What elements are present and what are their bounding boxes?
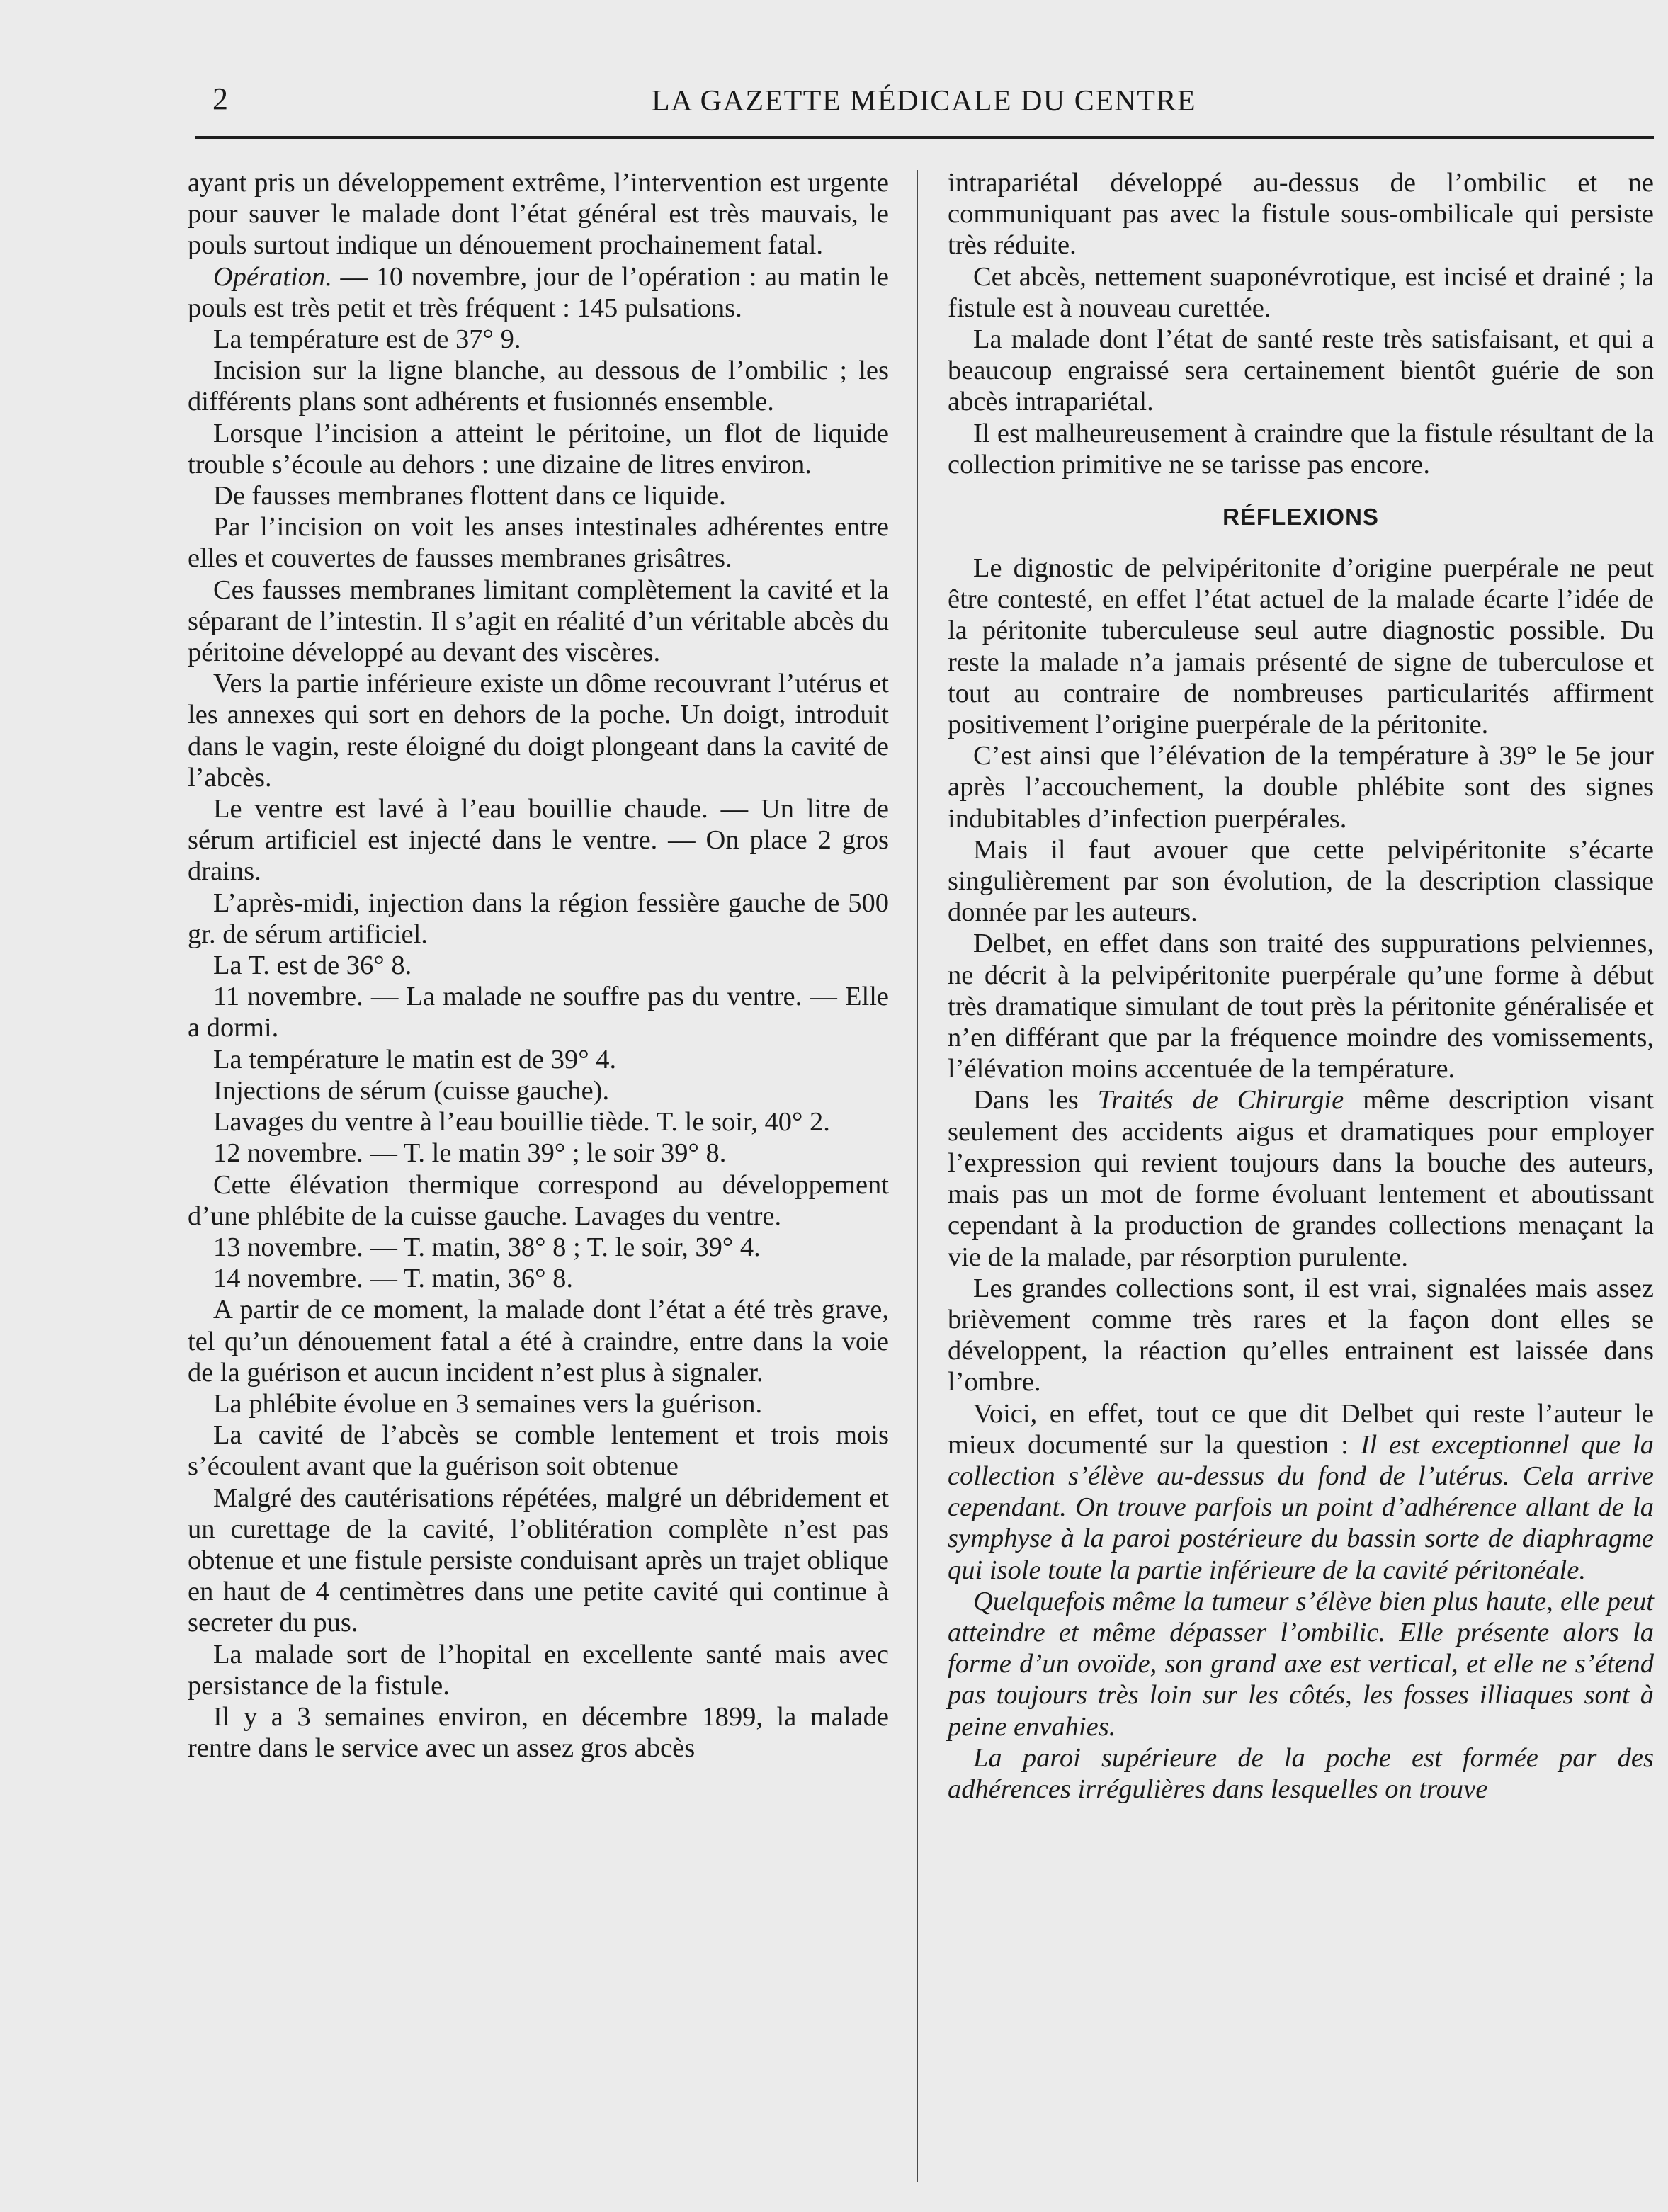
paragraph: Vers la partie inférieure existe un dôme recouvrant l’utérus et les annexes qui sort en dehors de la poche. Un doigt, introduit dans le vagin, reste éloigné du doigt plongeant dans la cavité de l’abcès. <box>188 669 889 793</box>
book-title: Traités de Chirurgie <box>1097 1085 1344 1116</box>
continuation-paragraph: intrapariétal développé au-dessus de l’ombilic et ne communiquant pas avec la fistule sous-ombilicale qui persiste très réduite. <box>948 168 1654 261</box>
running-head: LA GAZETTE MÉDICALE DU CENTRE <box>652 85 1197 118</box>
paragraph: 14 novembre. — T. matin, 36° 8. <box>213 1264 573 1294</box>
quotation-paragraph: La paroi supérieure de la poche est formée par des adhérences irrégulières dans lesquelles on trouve <box>948 1742 1654 1804</box>
column-divider <box>917 170 918 2182</box>
paragraph: La T. est de 36° 8. <box>213 951 412 981</box>
paragraph: A partir de ce moment, la malade dont l’état a été très grave, tel qu’un dénouement fatal a été à craindre, entre dans la voie de la guérison et aucun incident n’est plus à signaler. <box>188 1295 889 1388</box>
paragraph <box>948 1398 1654 1586</box>
paragraph: Le dignostic de pelvipéritonite d’origine puerpérale ne peut être contesté, en effet l’état actuel de la malade écarte l’idée de la péritonite tuberculeuse seul autre diagnostic possible. Du reste la malade n’a jamais présenté de signe de tuberculose et tout au contraire de nombreuses particularités affirment positivement l’origine puerpérale de la péritonite. <box>948 553 1654 740</box>
paragraph: Incision sur la ligne blanche, au dessous de l’ombilic ; les différents plans sont adhérents et fusionnés ensemble. <box>188 356 889 417</box>
paragraph: La cavité de l’abcès se comble lentement et trois mois s’écoulent avant que la guérison soit obtenue <box>188 1420 889 1482</box>
paragraph: La phlébite évolue en 3 semaines vers la guérison. <box>213 1388 763 1419</box>
paragraph: Par l’incision on voit les anses intestinales adhérentes entre elles et couvertes de fausses membranes grisâtres. <box>188 512 889 574</box>
quotation: Il est exceptionnel que la collection s’élève au-dessus du fond de l’utérus. Cela arrive cependant. On trouve parfois un point d’adhérence allant de la symphyse à la paroi postérieure du bassin sorte de diaphragme qui isole toute la partie inférieure de la cavité péritonéale. <box>948 1429 1654 1585</box>
paragraph: La température le matin est de 39° 4. <box>213 1044 617 1074</box>
paragraph: Les grandes collections sont, il est vrai, signalées mais assez brièvement comme très rares et la façon dont elles se développent, la réaction qu’elles entrainent est laissée dans l’ombre. <box>948 1273 1654 1397</box>
paragraph: Lorsque l’incision a atteint le péritoine, un flot de liquide trouble s’écoule au dehors : une dizaine de litres environ. <box>188 418 889 480</box>
paragraph: La malade dont l’état de santé reste très satisfaisant, et qui a beaucoup engraissé sera certainement bientôt guérie de son abcès intrapariétal. <box>948 324 1654 417</box>
paragraph: L’après-midi, injection dans la région fessière gauche de 500 gr. de sérum artificiel. <box>188 887 889 949</box>
paragraph: Cet abcès, nettement suaponévrotique, est incisé et drainé ; la fistule est à nouveau curettée. <box>948 261 1654 323</box>
left-column <box>188 167 889 1764</box>
paragraph: ayant pris un développement extrême, l’intervention est urgente pour sauver le malade dont l’état général est très mauvais, le pouls surtout indique un dénouement prochainement fatal. <box>188 168 889 261</box>
paragraph: 11 novembre. — La malade ne souffre pas du ventre. — Elle a dormi. <box>188 982 889 1043</box>
paragraph: Malgré des cautérisations répétées, malgré un débridement et un curettage de la cavité, l’oblitération complète n’est pas obtenue et une fistule persiste conduisant après un trajet oblique en haut de 4 centimètres dans une petite cavité qui continue à secreter du pus. <box>188 1482 889 1638</box>
paragraph: C’est ainsi que l’élévation de la température à 39° le 5e jour après l’accouchement, la double phlébite sont des signes indubitables d’infection puerpérales. <box>948 741 1654 834</box>
text-run: même description visant seulement des accidents aigus et dramatiques pour employer l’expression qui revient toujours dans la bouche des auteurs, mais pas un mot de forme évoluant lentement et aboutissant cependant à la production de grandes collections menaçant la vie de la malade, par résorption purulente. <box>948 1085 1654 1272</box>
paragraph: Il est malheureusement à craindre que la fistule résultant de la collection primitive ne se tarisse pas encore. <box>948 418 1654 480</box>
operation-text: 10 novembre, jour de l’opération : au matin le pouls est très petit et très fréquent : 145 pulsations. <box>188 261 889 323</box>
operation-paragraph: Opération. — 10 novembre, jour de l’opération : au matin le pouls est très petit et très fréquent : 145 pulsations. <box>188 261 889 323</box>
paragraph: Injections de sérum (cuisse gauche). <box>213 1075 610 1106</box>
paragraph: 13 novembre. — T. matin, 38° 8 ; T. le soir, 39° 4. <box>213 1232 761 1262</box>
text-run: Dans les <box>973 1085 1079 1116</box>
operation-label: Opération. <box>213 261 332 292</box>
paragraph: La température est de 37° 9. <box>213 324 521 355</box>
paragraph: Delbet, en effet dans son traité des suppurations pelviennes, ne décrit à la pelvipéritonite puerpérale qu’une forme à début très dramatique simulant de tout près la péritonite généralisée et n’en différant que par la fréquence moindre des vomissements, l’élévation moins accentuée de la température. <box>948 929 1654 1084</box>
paragraph: Il y a 3 semaines environ, en décembre 1899, la malade rentre dans le service avec un assez gros abcès <box>188 1701 889 1764</box>
paragraph: Cette élévation thermique correspond au développement d’une phlébite de la cuisse gauche. Lavages du ventre. <box>188 1169 889 1231</box>
paragraph <box>948 1084 1654 1272</box>
paragraph: Ces fausses membranes limitant complètement la cavité et la séparant de l’intestin. Il s’agit en réalité d’un véritable abcès du péritoine développé au devant des viscères. <box>188 574 889 668</box>
paragraph: Le ventre est lavé à l’eau bouillie chaude. — Un litre de sérum artificiel est injecté dans le ventre. — On place 2 gros drains. <box>188 794 889 887</box>
text-run: Voici, en effet, tout ce que dit Delbet qui reste l’auteur le mieux documenté sur la question : <box>948 1398 1654 1460</box>
section-heading: RÉFLEXIONS <box>1222 504 1379 531</box>
right-column <box>948 167 1654 1805</box>
paragraph: Lavages du ventre à l’eau bouillie tiède. T. le soir, 40° 2. <box>213 1107 830 1138</box>
quotation-paragraph: Quelquefois même la tumeur s’élève bien plus haute, elle peut atteindre et même dépasser l’ombilic. Elle présente alors la forme d’un ovoïde, son grand axe est vertical, et elle ne s’étend pas toujours très loin sur les côtés, les fosses illiaques sont à peine envahies. <box>948 1586 1654 1742</box>
paragraph: La malade sort de l’hopital en excellente santé mais avec persistance de la fistule. <box>188 1639 889 1701</box>
paragraph: De fausses membranes flottent dans ce liquide. <box>213 481 726 511</box>
header-rule <box>195 136 1654 139</box>
paragraph: 12 novembre. — T. le matin 39° ; le soir 39° 8. <box>213 1138 727 1169</box>
paragraph: Mais il faut avouer que cette pelvipéritonite s’écarte singulièrement par son évolution, de la description classique donnée par les auteurs. <box>948 834 1654 928</box>
page-number: 2 <box>212 81 228 116</box>
